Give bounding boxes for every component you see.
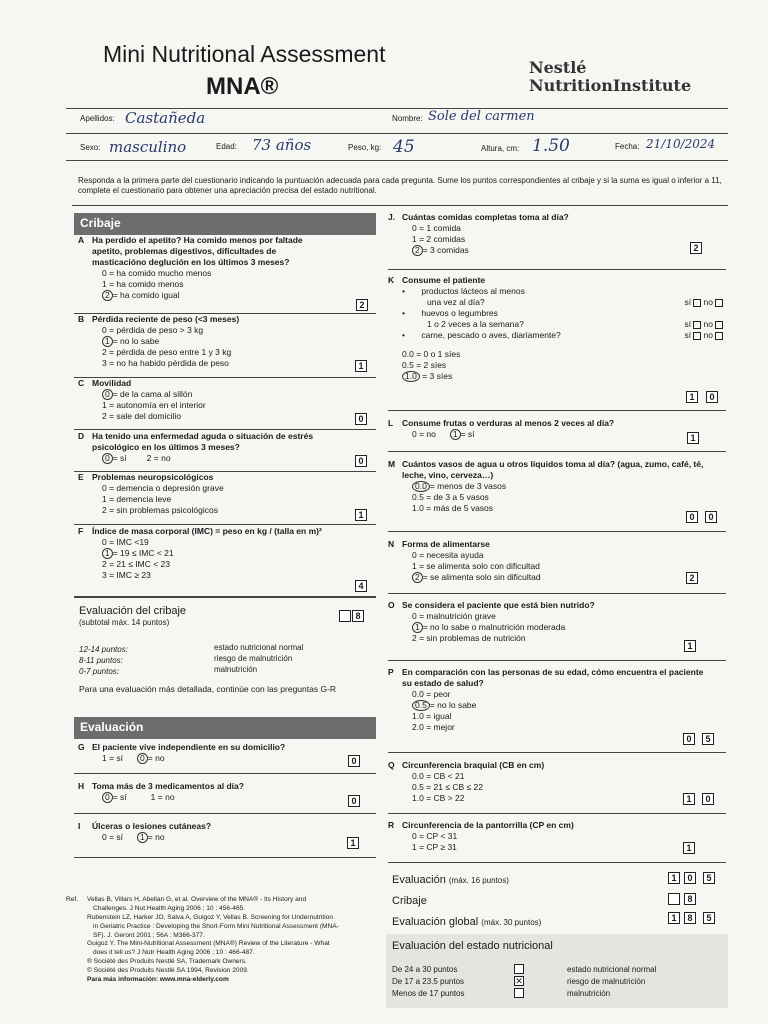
- cribaje-digit-2: 8: [352, 610, 364, 622]
- score-l: 1: [687, 432, 699, 444]
- question-i: I Úlceras o lesiones cutáneas? 0 = sí 1 = no: [78, 821, 212, 843]
- question-l: L Consume frutas o verduras al menos 2 veces al día? 0 = no 1 = sí: [388, 418, 615, 440]
- score-c: 0: [355, 413, 367, 425]
- form-title: Mini Nutritional Assessment: [103, 41, 386, 67]
- crib-digit-2: 8: [684, 893, 696, 905]
- cribaje-note: Para una evaluación más detallada, continúe con las preguntas G-R: [79, 684, 337, 694]
- date-value: 21/10/2024: [646, 137, 716, 151]
- total-crib-label: Cribaje: [392, 895, 427, 907]
- estado-title: Evaluación del estado nutricional: [392, 940, 553, 952]
- score-q-dec: 0: [702, 793, 714, 805]
- brand-logo: [529, 58, 691, 97]
- age-value: 73 años: [252, 136, 312, 154]
- estado-result-1: estado nutricional normal: [567, 965, 657, 974]
- weight-value: 45: [393, 137, 415, 157]
- question-m: M Cuántos vasos de agua u otros líquidos toma al día? (agua, zumo, café, té, leche, vino, cerveza…) 0.0 = menos de 3 vasos 0.5 = de 3 a 5 vasos 1.0 = más de 5 vasos: [388, 459, 704, 514]
- surname-value: Castañeda: [125, 109, 206, 127]
- name-label: Nombre:: [392, 114, 423, 123]
- question-b: B Pérdida reciente de peso (<3 meses) 0 = pérdida de peso > 3 kg 1 = no lo sabe 2 = pérdida de peso entre 1 y 3 kg 3 = no ha habido pérdida de peso: [78, 314, 240, 369]
- k1-no-checkbox[interactable]: [715, 299, 723, 307]
- question-d: D Ha tenido una enfermedad aguda o situación de estrés psicológico en los últimos 3 meses? 0 = sí 2 = no: [78, 431, 314, 464]
- k2-si-checkbox[interactable]: [693, 321, 701, 329]
- cribaje-range-1: 12-14 puntos:: [79, 645, 128, 654]
- score-f: 4: [355, 580, 367, 592]
- score-i: 1: [347, 837, 359, 849]
- question-r: R Circunferencia de la pantorrilla (CP en cm) 0 = CP < 31 1 = CP ≥ 31: [388, 820, 574, 853]
- question-g: G El paciente vive independiente en su domicilio? 1 = sí 0 = no: [78, 742, 286, 764]
- score-q-int: 1: [683, 793, 695, 805]
- height-label: Altura, cm:: [481, 144, 520, 153]
- estado-range-3: Menos de 17 puntos: [392, 989, 465, 998]
- score-o: 1: [684, 640, 696, 652]
- score-a: 2: [356, 299, 368, 311]
- crib-digit-1: [668, 893, 680, 905]
- references: Vellas B, Villars H, Abellan G, et al. Overview of the MNA® - Its History and Challenges. J Nut Health Aging 2006 ; 10 : 456-465. Rubenstein LZ, Harker JO, Salva A, Guigoz Y, Vellas B. Screening for Undernutrition in Geriatric Practice : Developing the Short-Form Mini Nutritional Assessment (MNA- SF). J. Geront 2001 ; 56A : M366-377. Guigoz Y. The Mini-Nutritional Assessment (MNA®) Review of the Literature - What does it tell us? J Nutr Health Aging 2006 ; 10 : 466-487. ® Société des Produits Nestlé SA, Trademark Owners. © Société des Produits Nestlé SA 1994, Revision 2009. Para más información: www.mna-elderly.com: [87, 896, 339, 984]
- brand-line-1: Nestlé: [529, 58, 587, 77]
- question-c: C Movilidad 0 = de la cama al sillón 1 = autonomía en el interior 2 = sale del domicilio: [78, 378, 206, 422]
- eval-digit-1: 1: [668, 872, 680, 884]
- question-n: N Forma de alimentarse 0 = necesita ayuda 1 = se alimenta solo con dificultad 2 = se alimenta solo sin dificultad: [388, 539, 541, 583]
- ref-label: Ref.: [66, 896, 79, 903]
- form-subtitle: MNA®: [206, 73, 279, 100]
- question-q: Q Circunferencia braquial (CB en cm) 0.0 = CB < 21 0.5 = 21 ≤ CB ≤ 22 1.0 = CB > 22: [388, 760, 545, 804]
- score-d: 0: [355, 455, 367, 467]
- weight-label: Peso, kg:: [348, 143, 382, 152]
- global-digit-1: 1: [668, 912, 680, 924]
- cribaje-range-3: 0-7 puntos:: [79, 667, 120, 676]
- score-r: 1: [683, 842, 695, 854]
- question-o: O Se considera el paciente que está bien nutrido? 0 = malnutrición grave 1 = no lo sabe o malnutrición moderada 2 = sin problemas de nutrición: [388, 600, 595, 644]
- score-p-int: 0: [683, 733, 695, 745]
- score-g: 0: [348, 755, 360, 767]
- surname-label: Apellidos:: [80, 114, 115, 123]
- question-j: J. Cuántas comidas completas toma al día? 0 = 1 comida 1 = 2 comidas 2 = 3 comidas: [388, 212, 569, 256]
- name-value: Sole del carmen: [428, 109, 535, 124]
- age-label: Edad:: [216, 142, 237, 151]
- question-a: A Ha perdido el apetito? Ha comido menos por faltade apetito, problemas digestivos, dificultades de masticacióno deglución en los últimos 3 meses? 0 = ha comido mucho menos 1 = ha comido menos 2 = ha comido igual: [78, 235, 303, 301]
- score-m-int: 0: [686, 511, 698, 523]
- estado-range-1: De 24 a 30 puntos: [392, 965, 458, 974]
- question-h: H Toma más de 3 medicamentos al día? 0 = sí 1 = no: [78, 781, 244, 803]
- k2-no-checkbox[interactable]: [715, 321, 723, 329]
- score-k-int: 1: [686, 391, 698, 403]
- score-e: 1: [355, 509, 367, 521]
- eval-cribaje-sub: (subtotal máx. 14 puntos): [79, 618, 170, 627]
- score-p-dec: 5: [702, 733, 714, 745]
- question-p: P En comparación con las personas de su edad, cómo encuentra el paciente su estado de salud? 0.0 = peor 0.5 = no lo sabe 1.0 = igual 2.0 = mejor: [388, 667, 704, 733]
- cribaje-digit-1: [339, 610, 351, 622]
- total-global-label: Evaluación global (máx. 30 puntos): [392, 916, 542, 928]
- sex-label: Sexo:: [80, 143, 101, 152]
- estado-checkbox-3[interactable]: [514, 988, 524, 998]
- height-value: 1.50: [532, 136, 570, 156]
- estado-checkbox-1[interactable]: [514, 964, 524, 974]
- eval-digit-2: 0: [684, 872, 696, 884]
- question-f: F Índice de masa corporal (IMC) = peso en kg / (talla en m)² 0 = IMC <19 1 = 19 ≤ IMC < 21 2 = 21 ≤ IMC < 23 3 = IMC ≥ 23: [78, 526, 322, 581]
- question-k: K Consume el patiente • productos lácteos al menos una vez al día? sí no • huevos o legumbres 1 o 2 veces a la semana? sí no • carne, pescado o aves, diariamente? sí no 0.0 = 0 o 1 síes 0.5 = 2 síes 1.0 = 3 síes: [388, 275, 723, 382]
- k1-si-checkbox[interactable]: [693, 299, 701, 307]
- section-cribaje: Cribaje: [74, 213, 376, 235]
- eval-cribaje-title: Evaluación del cribaje: [79, 605, 187, 617]
- section-evaluacion: Evaluación: [74, 717, 376, 739]
- score-h: 0: [348, 795, 360, 807]
- global-digit-2: 8: [684, 912, 696, 924]
- cribaje-result-1: estado nutricional normal: [214, 643, 304, 652]
- cribaje-result-3: malnutrición: [214, 665, 258, 674]
- eval-digit-3: 5: [703, 872, 715, 884]
- brand-line-2: NutritionInstitute: [529, 75, 692, 95]
- score-j: 2: [690, 242, 702, 254]
- global-digit-3: 5: [703, 912, 715, 924]
- cribaje-range-2: 8-11 puntos:: [79, 656, 123, 665]
- score-m-dec: 0: [705, 511, 717, 523]
- instructions: Responda a la primera parte del cuestionario indicando la puntuación adecuada para cada pregunta. Sume los puntos correspondientes al cribaje y si la suma es igual o inferior a 11, complete el cuestionario para obtener una apreciación precisa del estado nutritional.: [78, 176, 722, 196]
- estado-result-2: riesgo de malnutrición: [567, 977, 646, 986]
- k3-si-checkbox[interactable]: [693, 332, 701, 340]
- question-e: E Problemas neuropsicológicos 0 = demencia o depresión grave 1 = demencia leve 2 = sin problemas psicológicos: [78, 472, 224, 516]
- score-k-dec: 0: [706, 391, 718, 403]
- score-n: 2: [686, 572, 698, 584]
- estado-range-2: De 17 a 23.5 puntos: [392, 977, 465, 986]
- date-label: Fecha:: [615, 142, 640, 151]
- sex-value: masculino: [109, 138, 187, 156]
- cribaje-result-2: riesgo de malnutrición: [214, 654, 293, 663]
- estado-checkbox-2[interactable]: ✕: [515, 976, 523, 986]
- score-b: 1: [355, 360, 367, 372]
- estado-result-3: malnutrición: [567, 989, 611, 998]
- k3-no-checkbox[interactable]: [715, 332, 723, 340]
- total-eval-label: Evaluación (máx. 16 puntos): [392, 874, 509, 886]
